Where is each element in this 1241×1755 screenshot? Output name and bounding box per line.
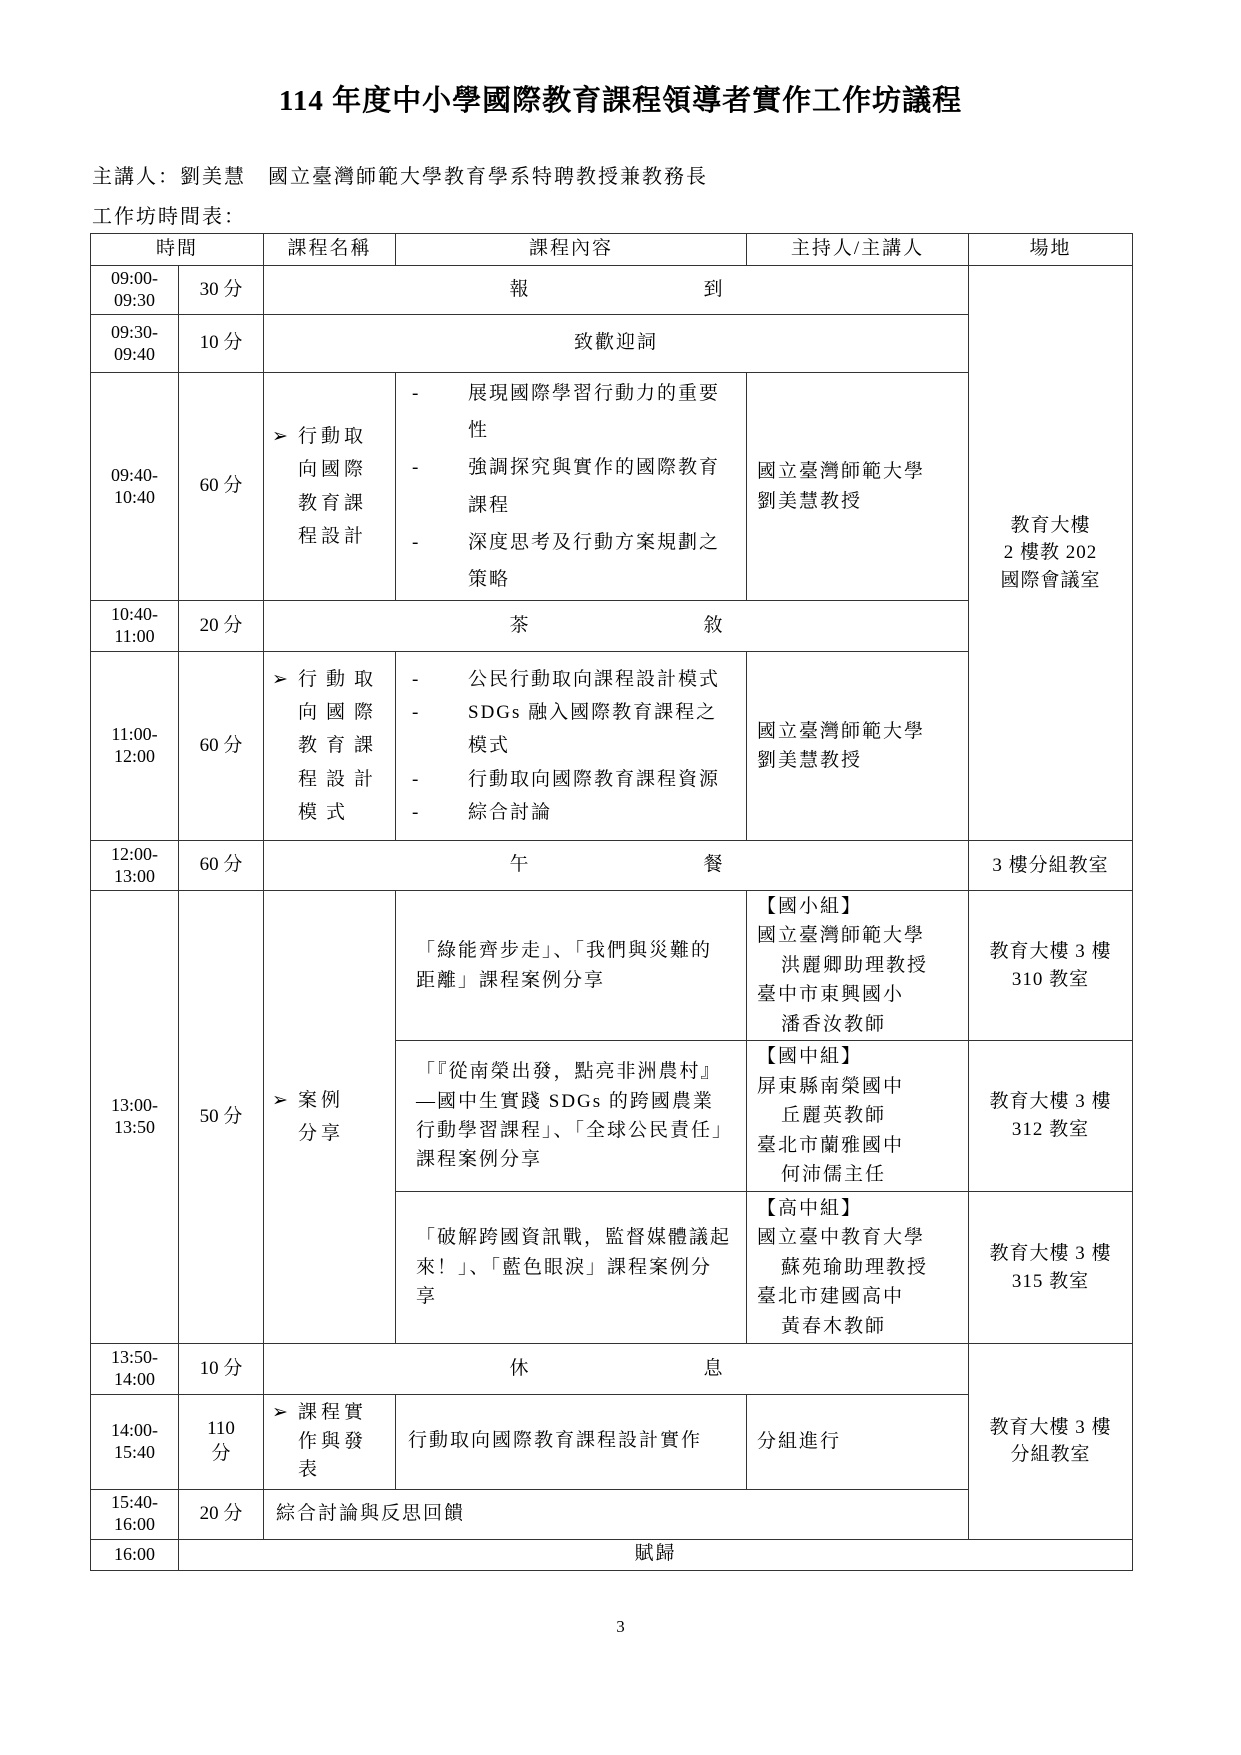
list-item: - 公民行動取向課程設計模式 xyxy=(406,663,736,696)
host-cell xyxy=(747,652,969,841)
host-line: 黃春木教師 xyxy=(781,1315,887,1337)
course-name: 行動取向國際教育課程設計模式 xyxy=(298,668,383,823)
host-line: 國立臺中教育大學 xyxy=(757,1227,926,1249)
duration-cell: 60 分 xyxy=(179,373,264,601)
header-host: 主持人/主講人 xyxy=(747,234,969,266)
time-cell: 11:00-12:00 xyxy=(91,652,179,841)
host-line: 【國中組】 xyxy=(757,1046,863,1068)
table-row xyxy=(91,891,1133,1041)
time-cell: 09:40-10:40 xyxy=(91,373,179,601)
item-text: 綜合討論 xyxy=(468,801,553,823)
table-row xyxy=(91,266,1133,315)
header-venue: 場地 xyxy=(969,234,1133,266)
venue-line: 310 教室 xyxy=(1011,968,1090,990)
item-text: 強調探究與實作的國際教育課程 xyxy=(468,457,721,516)
activity-cell: 綜合討論與反思回饋 xyxy=(264,1489,969,1539)
duration-cell: 20 分 xyxy=(179,1489,264,1539)
content-cell xyxy=(396,652,747,841)
table-row xyxy=(91,841,1133,891)
time-cell: 12:00-13:00 xyxy=(91,841,179,891)
course-name-cell xyxy=(264,652,396,841)
item-text: 公民行動取向課程設計模式 xyxy=(468,668,721,690)
header-course-name: 課程名稱 xyxy=(264,234,396,266)
table-row xyxy=(91,1539,1133,1570)
host-line: 【高中組】 xyxy=(757,1197,863,1219)
host-line: 臺北市蘭雅國中 xyxy=(757,1134,905,1156)
activity-cell: 賦歸 xyxy=(179,1539,1133,1570)
venue-cell xyxy=(969,266,1133,841)
list-item: - 展現國際學習行動力的重要性 xyxy=(406,375,736,449)
header-content: 課程內容 xyxy=(396,234,747,266)
page-number: 3 xyxy=(616,1617,625,1636)
time-cell: 09:30-09:40 xyxy=(91,315,179,373)
course-name-cell xyxy=(264,373,396,601)
speaker-line: 主講人：劉美慧 國立臺灣師範大學教育學系特聘教授兼教務長 xyxy=(92,166,708,188)
host-cell: 分組進行 xyxy=(747,1395,969,1490)
venue-cell: 3 樓分組教室 xyxy=(969,841,1133,891)
host-line: 臺中市東興國小 xyxy=(757,984,905,1006)
venue-line: 國際會議室 xyxy=(1000,569,1101,591)
content-cell: 「破解跨國資訊戰，監督媒體議起來！」、「藍色眼淚」課程案例分享 xyxy=(396,1192,747,1344)
host-line: 屏東縣南榮國中 xyxy=(757,1075,905,1097)
venue-cell xyxy=(969,1344,1133,1540)
activity-cell: 致歡迎詞 xyxy=(264,315,969,373)
course-name: 案例分享 xyxy=(298,1089,345,1144)
list-item: - 強調探究與實作的國際教育課程 xyxy=(406,449,736,523)
activity-cell: 休息 xyxy=(264,1344,969,1395)
content-cell xyxy=(396,373,747,601)
time-cell: 09:00-09:30 xyxy=(91,266,179,315)
activity-cell: 報到 xyxy=(264,266,969,315)
host-line: 劉美慧教授 xyxy=(757,490,863,512)
course-name: 行動取向國際教育課程設計 xyxy=(298,426,368,547)
list-item: - SDGs 融入國際教育課程之模式 xyxy=(406,696,736,763)
time-cell: 13:50-14:00 xyxy=(91,1344,179,1395)
duration-cell: 30 分 xyxy=(179,266,264,315)
table-row xyxy=(91,1344,1133,1395)
arrow-bullet-icon: ➢ xyxy=(272,426,292,447)
list-item: - 行動取向國際教育課程資源 xyxy=(406,763,736,796)
host-line: 丘麗英教師 xyxy=(781,1105,887,1127)
page-title: 114 年度中小學國際教育課程領導者實作工作坊議程 xyxy=(278,85,963,117)
host-cell xyxy=(747,1192,969,1344)
venue-line: 2 樓教 202 xyxy=(1003,542,1098,564)
host-cell xyxy=(747,1041,969,1192)
venue-line: 教育大樓 3 樓 xyxy=(989,1416,1112,1438)
item-text: SDGs 融入國際教育課程之模式 xyxy=(468,702,718,757)
table-header xyxy=(91,234,1133,266)
course-name-cell xyxy=(264,891,396,1344)
venue-line: 教育大樓 3 樓 xyxy=(989,940,1112,962)
host-line: 國立臺灣師範大學 xyxy=(757,720,926,742)
host-line: 國立臺灣師範大學 xyxy=(757,461,926,483)
content-cell: 「『從南榮出發，點亮非洲農村』—國中生實踐 SDGs 的跨國農業行動學習課程」、「全球公民責任」課程案例分享 xyxy=(396,1041,747,1192)
host-line: 國立臺灣師範大學 xyxy=(757,925,926,947)
time-cell: 13:00-13:50 xyxy=(91,891,179,1344)
host-line: 潘香汝教師 xyxy=(781,1013,887,1035)
header-time: 時間 xyxy=(91,234,264,266)
content-cell: 「綠能齊步走」、「我們與災難的距離」課程案例分享 xyxy=(396,891,747,1041)
duration-cell: 60 分 xyxy=(179,652,264,841)
agenda-table xyxy=(90,233,1133,1571)
venue-line: 312 教室 xyxy=(1011,1119,1090,1140)
activity-cell: 午餐 xyxy=(264,841,969,891)
host-line: 【國小組】 xyxy=(757,895,863,917)
duration-cell: 60 分 xyxy=(179,841,264,891)
venue-line: 分組教室 xyxy=(1010,1444,1091,1466)
venue-cell xyxy=(969,1041,1133,1192)
time-cell: 10:40-11:00 xyxy=(91,601,179,652)
host-line: 何沛儒主任 xyxy=(781,1164,887,1186)
duration-cell: 50 分 xyxy=(179,891,264,1344)
host-line: 臺北市建國高中 xyxy=(757,1286,905,1308)
schedule-label: 工作坊時間表： xyxy=(92,206,246,228)
duration-cell: 110 分 xyxy=(179,1395,264,1490)
host-cell xyxy=(747,891,969,1041)
list-item: - 綜合討論 xyxy=(406,796,736,829)
time-cell: 16:00 xyxy=(91,1539,179,1570)
duration-cell: 10 分 xyxy=(179,315,264,373)
time-cell: 14:00-15:40 xyxy=(91,1395,179,1490)
time-cell: 15:40-16:00 xyxy=(91,1489,179,1539)
host-cell xyxy=(747,373,969,601)
list-item: - 深度思考及行動方案規劃之策略 xyxy=(406,524,736,598)
item-text: 行動取向國際教育課程資源 xyxy=(468,768,721,790)
item-text: 展現國際學習行動力的重要性 xyxy=(468,383,721,442)
course-name: 課程實作與發表 xyxy=(298,1402,368,1480)
venue-line: 教育大樓 3 樓 xyxy=(989,1242,1112,1264)
host-line: 蘇苑瑜助理教授 xyxy=(781,1256,929,1278)
arrow-bullet-icon: ➢ xyxy=(272,668,297,690)
duration-cell: 20 分 xyxy=(179,601,264,652)
content-cell: 行動取向國際教育課程設計實作 xyxy=(396,1395,747,1490)
venue-cell xyxy=(969,1192,1133,1344)
host-line: 洪麗卿助理教授 xyxy=(781,954,929,976)
course-name-cell xyxy=(264,1395,396,1490)
host-line: 劉美慧教授 xyxy=(757,750,863,771)
duration-cell: 10 分 xyxy=(179,1344,264,1395)
venue-line: 315 教室 xyxy=(1011,1270,1090,1292)
arrow-bullet-icon: ➢ xyxy=(272,1402,292,1423)
venue-line: 教育大樓 3 樓 xyxy=(989,1091,1112,1113)
venue-cell xyxy=(969,891,1133,1041)
arrow-bullet-icon: ➢ xyxy=(272,1089,292,1111)
activity-cell: 茶敘 xyxy=(264,601,969,652)
venue-line: 教育大樓 xyxy=(1010,514,1091,536)
item-text: 深度思考及行動方案規劃之策略 xyxy=(468,531,721,590)
